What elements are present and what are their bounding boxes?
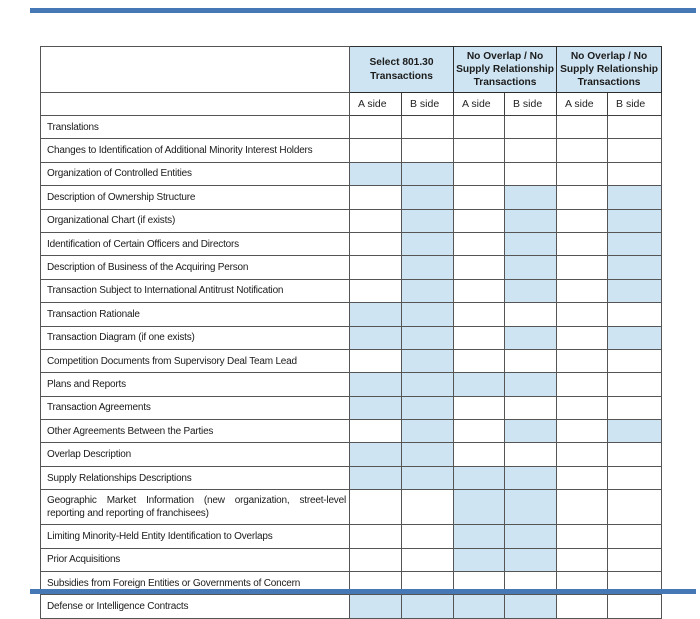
cell-no-overlap-2-a-side	[557, 186, 608, 209]
cell-select-a-side	[350, 373, 402, 396]
cell-select-b-side	[402, 373, 454, 396]
cell-no-overlap-2-a-side	[557, 420, 608, 443]
cell-no-overlap-2-b-side	[608, 116, 662, 139]
row-label: Organizational Chart (if exists)	[41, 209, 350, 232]
cell-no-overlap-1-a-side	[454, 595, 505, 618]
cell-no-overlap-2-b-side	[608, 232, 662, 255]
cell-no-overlap-1-b-side	[505, 162, 557, 185]
cell-no-overlap-2-b-side	[608, 396, 662, 419]
cell-select-b-side	[402, 162, 454, 185]
group-header-select-80130	[350, 47, 454, 93]
cell-no-overlap-1-b-side	[505, 490, 557, 525]
table-row	[41, 490, 662, 525]
cell-no-overlap-2-a-side	[557, 139, 608, 162]
cell-select-b-side	[402, 279, 454, 302]
group-header-line: Select 801.30	[369, 57, 434, 69]
group-header-row	[41, 47, 662, 93]
side-header-no-overlap-1-a: A side	[454, 93, 505, 116]
table-row	[41, 420, 662, 443]
cell-select-a-side	[350, 116, 402, 139]
side-header-select-a: A side	[350, 93, 402, 116]
row-label: Changes to Identification of Additional Minority Interest Holders	[41, 139, 350, 162]
cell-no-overlap-1-b-side	[505, 443, 557, 466]
cell-no-overlap-2-b-side	[608, 548, 662, 571]
row-label: Defense or Intelligence Contracts	[41, 595, 350, 618]
side-header-no-overlap-2-a: A side	[557, 93, 608, 116]
cell-no-overlap-2-b-side	[608, 466, 662, 489]
corner-cell	[41, 47, 350, 93]
cell-no-overlap-1-b-side	[505, 116, 557, 139]
table-row	[41, 326, 662, 349]
cell-no-overlap-2-a-side	[557, 443, 608, 466]
row-label: Description of Ownership Structure	[41, 186, 350, 209]
cell-no-overlap-2-b-side	[608, 256, 662, 279]
cell-no-overlap-2-a-side	[557, 396, 608, 419]
cell-no-overlap-2-b-side	[608, 326, 662, 349]
table-row	[41, 186, 662, 209]
row-label: Plans and Reports	[41, 373, 350, 396]
table-row	[41, 595, 662, 618]
table-row	[41, 162, 662, 185]
row-label: Competition Documents from Supervisory Deal Team Lead	[41, 349, 350, 372]
group-header-line: No Overlap / No	[466, 50, 544, 62]
row-label: Description of Business of the Acquiring Person	[41, 256, 350, 279]
cell-no-overlap-1-b-side	[505, 256, 557, 279]
cell-no-overlap-1-a-side	[454, 209, 505, 232]
row-label: Prior Acquisitions	[41, 548, 350, 571]
cell-select-a-side	[350, 326, 402, 349]
cell-select-b-side	[402, 490, 454, 525]
cell-select-a-side	[350, 209, 402, 232]
cell-select-a-side	[350, 139, 402, 162]
table-row	[41, 349, 662, 372]
cell-no-overlap-2-a-side	[557, 209, 608, 232]
cell-no-overlap-1-a-side	[454, 373, 505, 396]
cell-no-overlap-1-b-side	[505, 466, 557, 489]
row-label: Translations	[41, 116, 350, 139]
cell-no-overlap-1-a-side	[454, 420, 505, 443]
table-row	[41, 525, 662, 548]
cell-no-overlap-1-a-side	[454, 443, 505, 466]
row-label: Organization of Controlled Entities	[41, 162, 350, 185]
cell-select-b-side	[402, 232, 454, 255]
cell-select-a-side	[350, 420, 402, 443]
group-header-line: Transactions	[473, 77, 537, 89]
cell-select-a-side	[350, 232, 402, 255]
side-header-no-overlap-1-b: B side	[505, 93, 557, 116]
row-label: Supply Relationships Descriptions	[41, 466, 350, 489]
cell-no-overlap-2-b-side	[608, 490, 662, 525]
cell-no-overlap-2-a-side	[557, 373, 608, 396]
cell-no-overlap-2-a-side	[557, 490, 608, 525]
group-header-line: Transactions	[370, 70, 433, 82]
table-row	[41, 232, 662, 255]
cell-no-overlap-1-a-side	[454, 139, 505, 162]
cell-no-overlap-2-b-side	[608, 349, 662, 372]
cell-no-overlap-2-b-side	[608, 595, 662, 618]
corner-cell-lower	[41, 93, 350, 116]
cell-select-a-side	[350, 396, 402, 419]
cell-no-overlap-1-a-side	[454, 256, 505, 279]
top-rule	[30, 8, 696, 13]
group-header-line: Supply Relationship	[560, 63, 658, 75]
cell-no-overlap-1-a-side	[454, 116, 505, 139]
cell-no-overlap-1-b-side	[505, 349, 557, 372]
cell-select-a-side	[350, 279, 402, 302]
group-header-line: No Overlap / No	[570, 50, 648, 62]
cell-no-overlap-2-a-side	[557, 303, 608, 326]
table-row	[41, 303, 662, 326]
row-label: Subsidies from Foreign Entities or Governments of Concern	[41, 572, 350, 595]
cell-no-overlap-1-a-side	[454, 396, 505, 419]
cell-no-overlap-1-a-side	[454, 349, 505, 372]
table-row	[41, 466, 662, 489]
table-row	[41, 116, 662, 139]
bottom-rule	[30, 589, 696, 594]
cell-no-overlap-2-b-side	[608, 525, 662, 548]
side-header-no-overlap-2-b: B side	[608, 93, 662, 116]
cell-no-overlap-1-b-side	[505, 420, 557, 443]
cell-no-overlap-1-a-side	[454, 490, 505, 525]
cell-no-overlap-1-a-side	[454, 232, 505, 255]
cell-select-a-side	[350, 466, 402, 489]
cell-no-overlap-1-b-side	[505, 209, 557, 232]
cell-no-overlap-2-a-side	[557, 256, 608, 279]
cell-no-overlap-1-b-side	[505, 595, 557, 618]
cell-select-a-side	[350, 349, 402, 372]
cell-select-a-side	[350, 162, 402, 185]
cell-select-b-side	[402, 303, 454, 326]
cell-select-b-side	[402, 466, 454, 489]
table-row	[41, 279, 662, 302]
cell-select-b-side	[402, 443, 454, 466]
cell-select-b-side	[402, 349, 454, 372]
cell-select-a-side	[350, 303, 402, 326]
cell-no-overlap-2-b-side	[608, 420, 662, 443]
row-label: Transaction Subject to International Antitrust Notification	[41, 279, 350, 302]
table-row	[41, 256, 662, 279]
cell-select-b-side	[402, 209, 454, 232]
cell-no-overlap-1-b-side	[505, 396, 557, 419]
cell-no-overlap-1-a-side	[454, 525, 505, 548]
group-header-line: Supply Relationship	[456, 63, 554, 75]
table-row	[41, 139, 662, 162]
cell-no-overlap-1-a-side	[454, 548, 505, 571]
cell-select-b-side	[402, 256, 454, 279]
cell-no-overlap-2-a-side	[557, 232, 608, 255]
table-row	[41, 209, 662, 232]
cell-no-overlap-1-b-side	[505, 373, 557, 396]
row-label: Identification of Certain Officers and Directors	[41, 232, 350, 255]
cell-no-overlap-1-a-side	[454, 279, 505, 302]
side-header-row	[41, 93, 662, 116]
cell-no-overlap-1-b-side	[505, 186, 557, 209]
cell-no-overlap-2-a-side	[557, 279, 608, 302]
row-label: Transaction Diagram (if one exists)	[41, 326, 350, 349]
cell-no-overlap-1-a-side	[454, 186, 505, 209]
table-row	[41, 443, 662, 466]
cell-select-a-side	[350, 256, 402, 279]
cell-no-overlap-2-a-side	[557, 349, 608, 372]
cell-select-b-side	[402, 420, 454, 443]
cell-no-overlap-2-a-side	[557, 525, 608, 548]
cell-select-a-side	[350, 548, 402, 571]
cell-no-overlap-1-b-side	[505, 303, 557, 326]
cell-no-overlap-2-b-side	[608, 303, 662, 326]
cell-select-b-side	[402, 595, 454, 618]
row-label: Limiting Minority-Held Entity Identification to Overlaps	[41, 525, 350, 548]
table-row	[41, 548, 662, 571]
cell-select-a-side	[350, 595, 402, 618]
row-label: Transaction Agreements	[41, 396, 350, 419]
cell-no-overlap-1-a-side	[454, 466, 505, 489]
requirements-table	[40, 46, 662, 619]
cell-no-overlap-2-a-side	[557, 548, 608, 571]
cell-no-overlap-1-b-side	[505, 548, 557, 571]
cell-no-overlap-1-b-side	[505, 139, 557, 162]
cell-no-overlap-2-b-side	[608, 209, 662, 232]
cell-select-a-side	[350, 525, 402, 548]
group-header-no-overlap-2	[557, 47, 662, 93]
row-label: Transaction Rationale	[41, 303, 350, 326]
cell-no-overlap-2-b-side	[608, 186, 662, 209]
table-body	[41, 116, 662, 619]
cell-no-overlap-2-b-side	[608, 139, 662, 162]
cell-select-a-side	[350, 186, 402, 209]
cell-no-overlap-2-b-side	[608, 162, 662, 185]
cell-select-b-side	[402, 116, 454, 139]
table-row	[41, 396, 662, 419]
cell-no-overlap-2-a-side	[557, 162, 608, 185]
cell-no-overlap-1-a-side	[454, 303, 505, 326]
cell-no-overlap-1-b-side	[505, 525, 557, 548]
row-label: Overlap Description	[41, 443, 350, 466]
row-label: Geographic Market Information (new organization, street-level reporting and reporting of franchisees)	[41, 490, 350, 525]
cell-no-overlap-1-a-side	[454, 326, 505, 349]
side-header-select-b: B side	[402, 93, 454, 116]
group-header-no-overlap-1	[454, 47, 557, 93]
cell-select-b-side	[402, 525, 454, 548]
cell-select-b-side	[402, 139, 454, 162]
cell-select-a-side	[350, 443, 402, 466]
table-row	[41, 373, 662, 396]
row-label: Other Agreements Between the Parties	[41, 420, 350, 443]
cell-select-b-side	[402, 396, 454, 419]
cell-select-b-side	[402, 186, 454, 209]
cell-no-overlap-2-a-side	[557, 116, 608, 139]
cell-no-overlap-1-b-side	[505, 279, 557, 302]
cell-select-a-side	[350, 490, 402, 525]
cell-no-overlap-2-a-side	[557, 595, 608, 618]
cell-select-b-side	[402, 548, 454, 571]
cell-no-overlap-2-a-side	[557, 326, 608, 349]
cell-no-overlap-2-b-side	[608, 443, 662, 466]
cell-no-overlap-2-b-side	[608, 373, 662, 396]
cell-no-overlap-2-a-side	[557, 466, 608, 489]
group-header-line: Transactions	[577, 77, 641, 89]
cell-no-overlap-1-b-side	[505, 232, 557, 255]
cell-no-overlap-2-b-side	[608, 279, 662, 302]
cell-select-b-side	[402, 326, 454, 349]
cell-no-overlap-1-b-side	[505, 326, 557, 349]
cell-no-overlap-1-a-side	[454, 162, 505, 185]
